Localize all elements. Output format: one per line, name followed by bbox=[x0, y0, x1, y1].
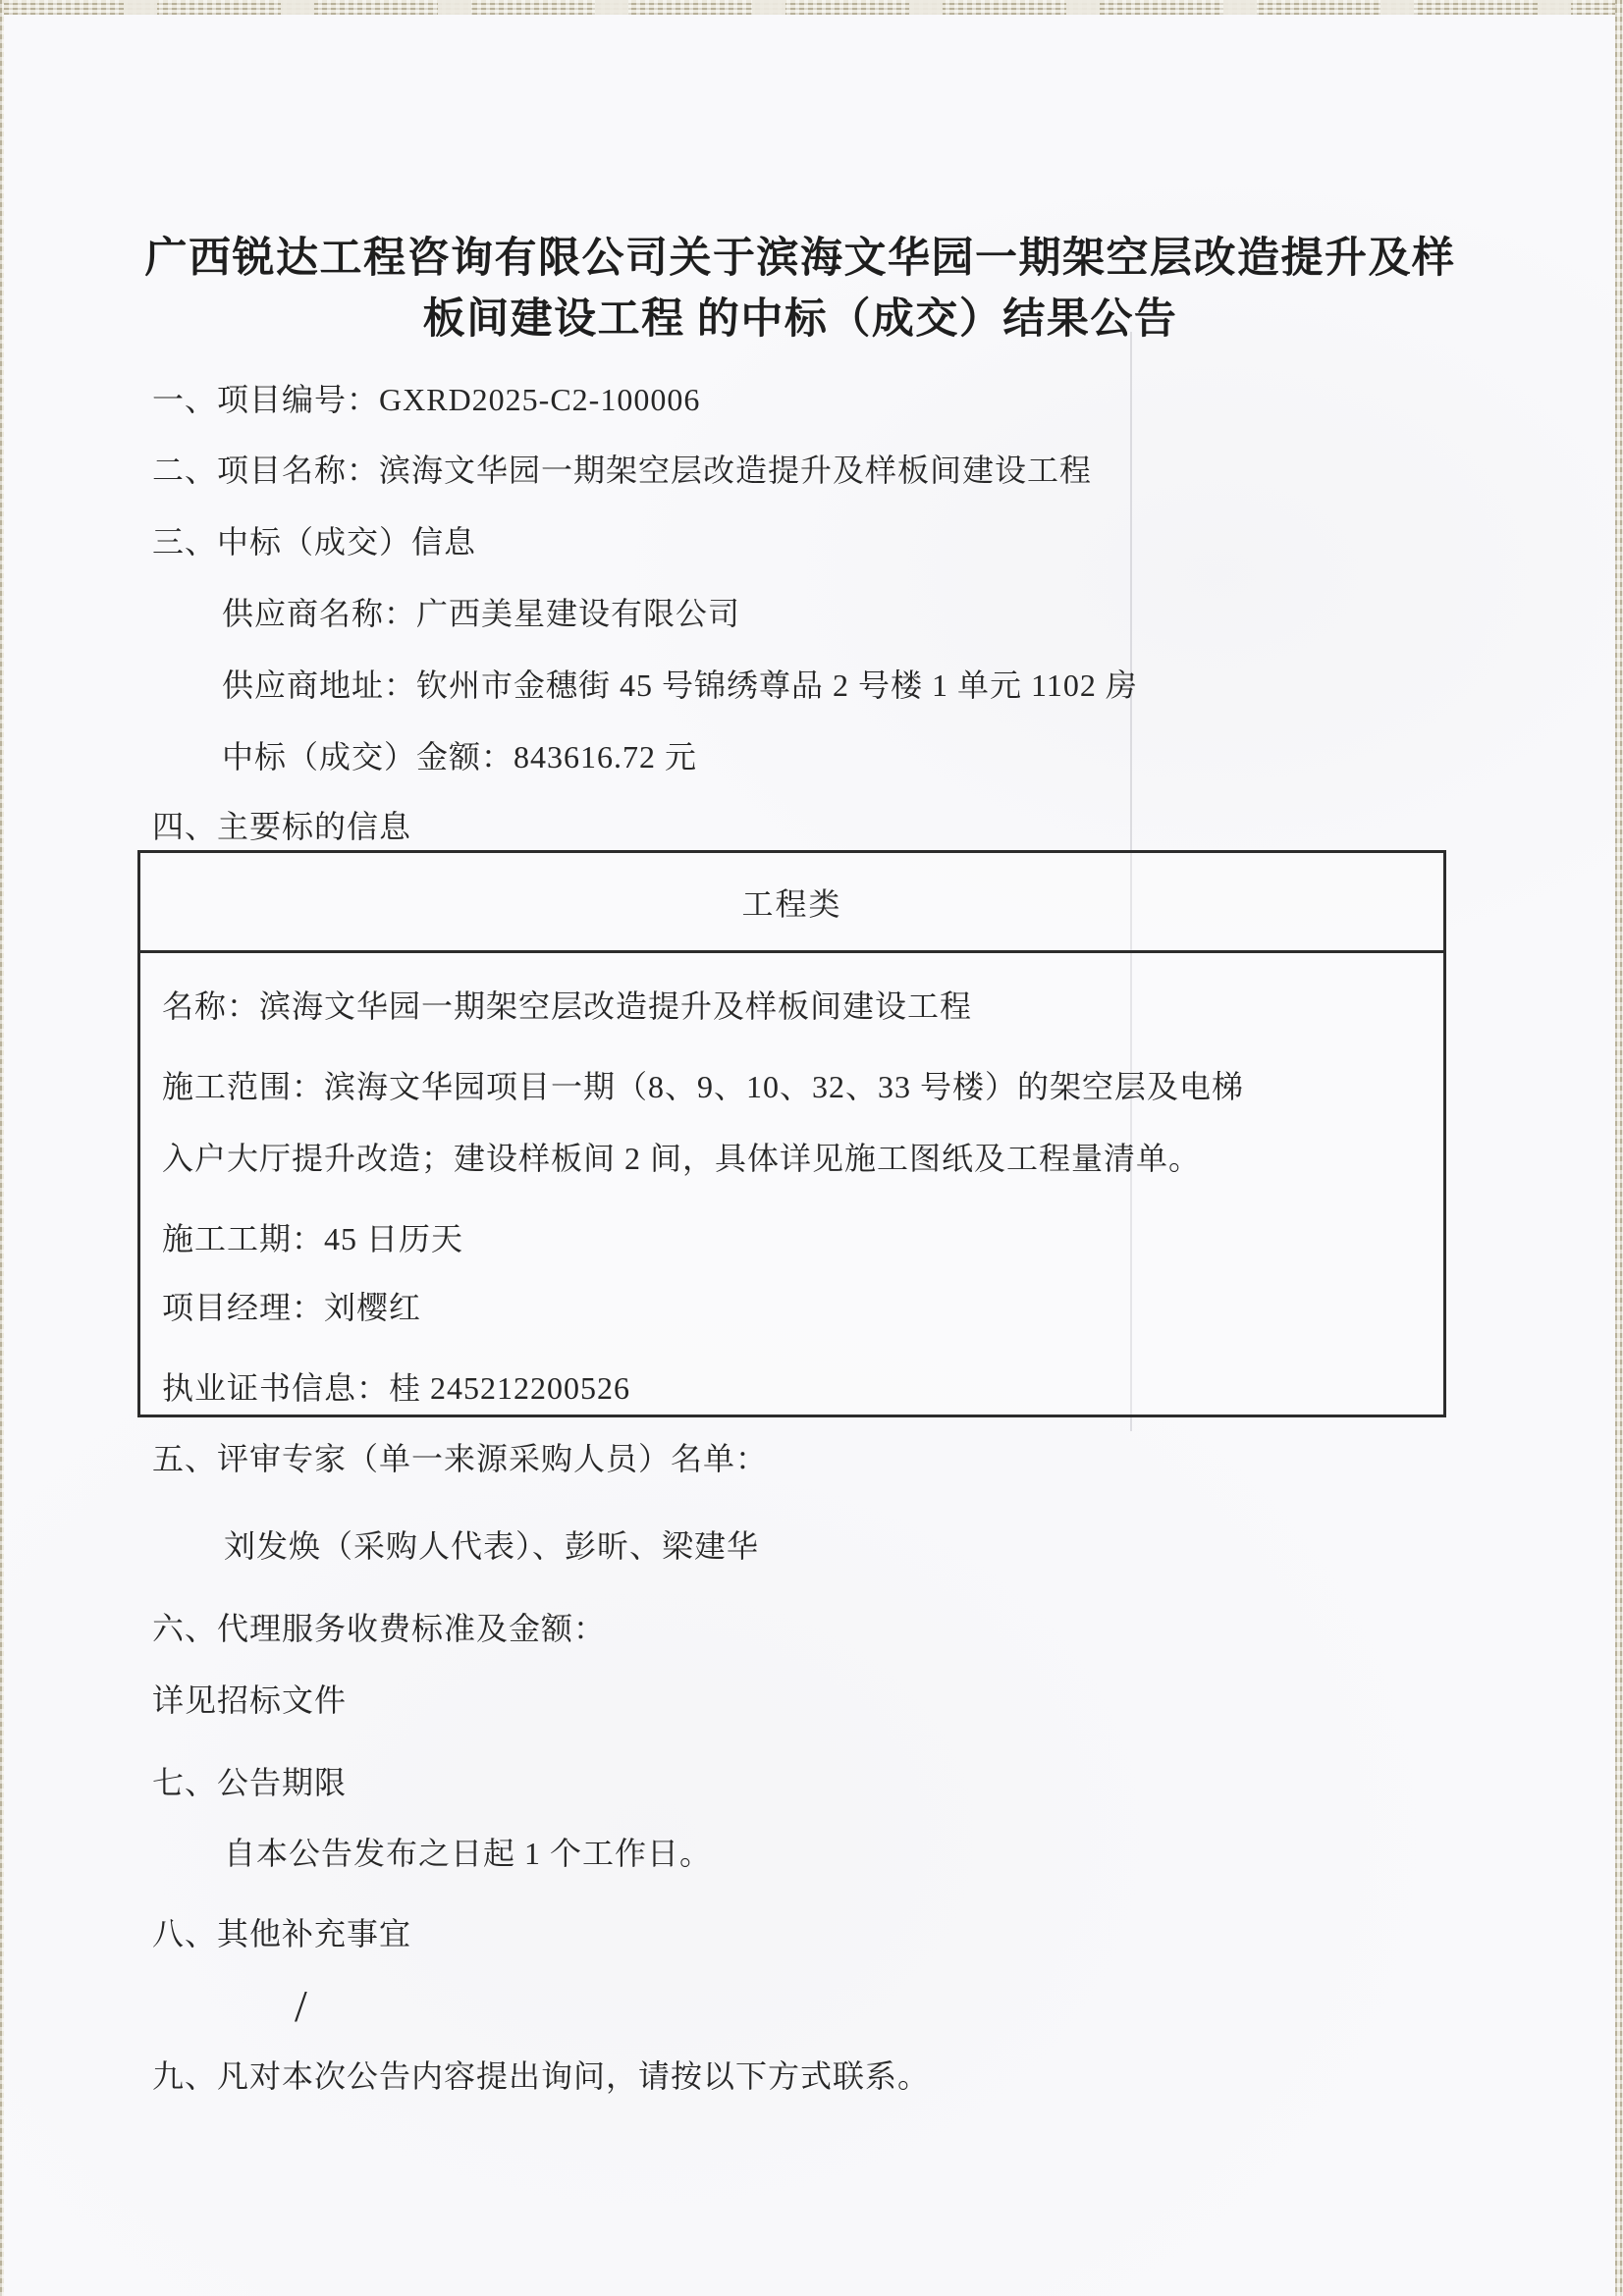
table-row-project-manager: 项目经理：刘樱红 bbox=[162, 1290, 422, 1325]
table-row-certificate: 执业证书信息：桂 245212200526 bbox=[162, 1370, 631, 1406]
table-header-cell: 工程类 bbox=[140, 853, 1443, 953]
supplier-name-line: 供应商名称：广西美星建设有限公司 bbox=[222, 596, 741, 631]
scan-binding-edge-top bbox=[0, 0, 1623, 15]
expert-names-line: 刘发焕（采购人代表）、彭昕、梁建华 bbox=[224, 1528, 760, 1564]
table-row-scope-line-1: 施工范围：滨海文华园项目一期（8、9、10、32、33 号楼）的架空层及电梯 bbox=[162, 1069, 1245, 1104]
project-name-line: 二、项目名称：滨海文华园一期架空层改造提升及样板间建设工程 bbox=[152, 453, 1093, 488]
supplement-heading: 八、其他补充事宜 bbox=[152, 1916, 412, 1951]
subject-info-table bbox=[137, 850, 1446, 1417]
expert-list-heading: 五、评审专家（单一来源采购人员）名单： bbox=[152, 1441, 769, 1476]
award-info-heading: 三、中标（成交）信息 bbox=[152, 524, 477, 560]
agency-fee-value-line: 详见招标文件 bbox=[152, 1682, 348, 1718]
supplier-address-line: 供应商地址：钦州市金穗街 45 号锦绣尊品 2 号楼 1 单元 1102 房 bbox=[222, 667, 1138, 703]
table-row-duration: 施工工期：45 日历天 bbox=[162, 1221, 464, 1256]
announcement-title-line-1: 广西锐达工程咨询有限公司关于滨海文华园一期架空层改造提升及样 bbox=[144, 236, 1456, 282]
supplement-slash-value: / bbox=[295, 1981, 307, 2031]
contact-heading: 九、凡对本次公告内容提出询问，请按以下方式联系。 bbox=[152, 2058, 931, 2094]
agency-fee-heading: 六、代理服务收费标准及金额： bbox=[152, 1611, 607, 1646]
award-amount-line: 中标（成交）金额：843616.72 元 bbox=[222, 739, 698, 774]
main-subject-heading: 四、主要标的信息 bbox=[152, 809, 412, 844]
table-row-scope-line-2: 入户大厅提升改造；建设样板间 2 间，具体详见施工图纸及工程量清单。 bbox=[162, 1141, 1202, 1176]
scan-edge-right bbox=[1615, 0, 1623, 2296]
notice-period-heading: 七、公告期限 bbox=[152, 1765, 348, 1800]
project-number-line: 一、项目编号：GXRD2025-C2-100006 bbox=[152, 382, 701, 417]
notice-period-value-line: 自本公告发布之日起 1 个工作日。 bbox=[224, 1836, 713, 1871]
announcement-title-line-2: 板间建设工程 的中标（成交）结果公告 bbox=[422, 296, 1178, 343]
table-row-name: 名称：滨海文华园一期架空层改造提升及样板间建设工程 bbox=[162, 988, 973, 1024]
